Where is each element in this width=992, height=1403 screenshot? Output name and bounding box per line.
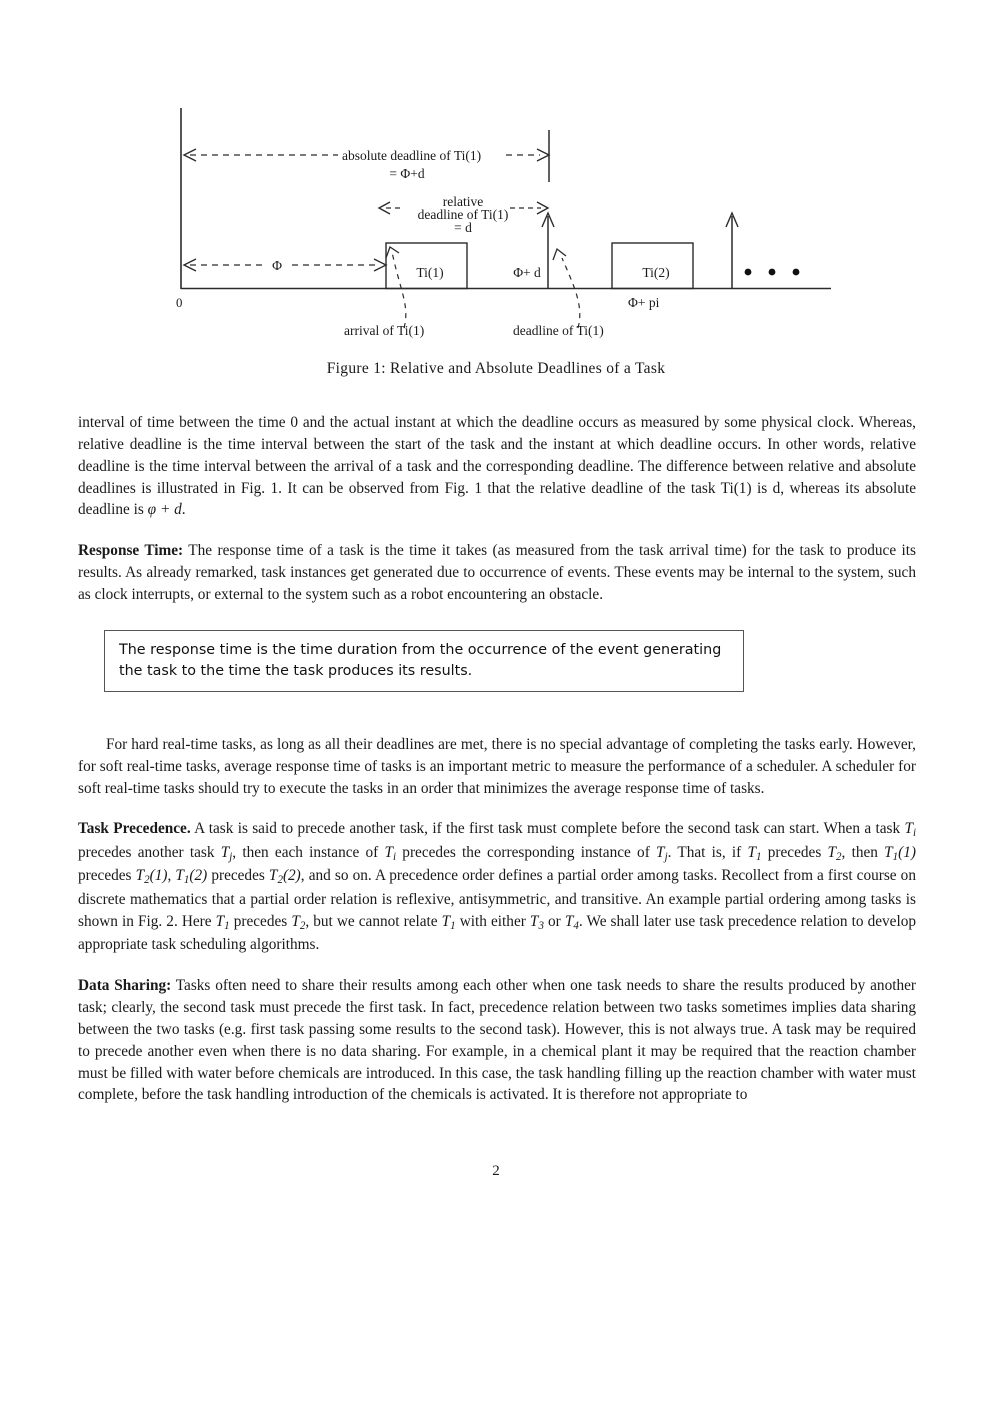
tp-seg-4: precedes the corresponding instance of (396, 843, 657, 861)
response-time-callout-box (104, 630, 744, 692)
paragraph-response-time (78, 540, 916, 606)
math-T-j-1: $T_j$ (220, 843, 233, 863)
math-T-4: $T_4$ (564, 912, 579, 932)
math-T2-inst-1: $T_2(1)$ (135, 867, 168, 887)
math-T-2-a: $T_2$ (827, 843, 842, 863)
figure-caption: Figure 1: Relative and Absolute Deadlines of a Task (326, 360, 666, 377)
arrival-callout-label: arrival of Ti(1) (344, 323, 425, 338)
math-T-3: $T_3$ (529, 912, 544, 932)
tp-seg-14: with either (455, 912, 530, 930)
math-T-j-2: $T_j$ (656, 843, 668, 863)
tp-seg-5: . That is, if (667, 843, 748, 861)
math-T-i-2: $T_i$ (384, 843, 397, 863)
deadline-callout-curve (562, 258, 580, 328)
deadline-callout-arrowhead (553, 249, 566, 260)
paragraph-task-precedence (78, 818, 916, 956)
paragraph-hard-realtime: For hard real-time tasks, as long as all their deadlines are met, there is no special advantage of completing the tasks early. However, for soft real-time tasks, average response time of tasks is an important metric to measure the performance of a scheduler. A scheduler for soft real-time tasks should try to execute the tasks in an order that minimizes the average response time of tasks. (78, 735, 916, 797)
tp-seg-2: precedes another task (78, 843, 221, 861)
paragraph-1-math: φ + d (147, 501, 182, 519)
task-box-ti1-label: Ti(1) (416, 265, 444, 280)
response-time-heading: Response Time: (78, 542, 184, 560)
math-T2-inst-2: $T_2(2)$ (268, 867, 301, 887)
task-box-ti2-label: Ti(2) (642, 265, 670, 280)
tp-seg-1: A task is said to precede another task, if the first task must complete before the second task can start. When a task (190, 820, 905, 838)
math-T-2-b: $T_2$ (291, 912, 306, 932)
math-T1-inst-2: $T_1(2)$ (175, 867, 208, 887)
tp-seg-8: precedes (78, 867, 136, 885)
tp-seg-9: , (167, 867, 176, 885)
data-sharing-heading: Data Sharing: (78, 977, 172, 995)
response-time-callout-text: The response time is the time duration from the occurrence of the event generating the task to the time the task produces its results. (119, 642, 722, 679)
ellipsis-dot-1 (745, 269, 752, 276)
tp-seg-12: precedes (229, 912, 292, 930)
body-text-column (78, 412, 916, 1119)
absolute-deadline-right-arrowhead (537, 149, 549, 161)
ellipsis-dot-3 (793, 269, 800, 276)
figure-1-timeline-diagram (0, 100, 992, 350)
absolute-deadline-label-line2: = Φ+d (389, 166, 425, 181)
origin-label: 0 (176, 296, 183, 310)
paragraph-data-sharing (78, 975, 916, 1106)
tp-seg-16: . We shall later use task precedence relation to develop appropriate task scheduling algorithms. (78, 912, 916, 954)
tp-seg-3: , then each instance of (232, 843, 385, 861)
phi-plus-d-label: Φ+ d (513, 265, 541, 280)
page-number: 2 (492, 1163, 500, 1179)
tp-seg-10: precedes (207, 867, 269, 885)
response-time-body: The response time of a task is the time it takes (as measured from the task arrival time) for the task to produce its results. As already remarked, task instances get generated due to occurrence of events. These events may be internal to the system, such as clock interrupts, or external to the system such as a robot encountering an obstacle. (78, 542, 917, 604)
phi-right-arrowhead (374, 259, 386, 271)
relative-deadline-label-line1: relative (442, 194, 484, 209)
timeline-svg (0, 100, 992, 350)
deadline-callout-label: deadline of Ti(1) (513, 323, 604, 338)
phi-label: Φ (272, 258, 282, 273)
math-T-1-b: $T_1$ (215, 912, 230, 932)
paragraph-interval-of-time (78, 412, 916, 521)
tp-seg-13: , but we cannot relate (305, 912, 442, 930)
tp-seg-7: , then (841, 843, 885, 861)
relative-deadline-label-line3: = d (454, 220, 472, 235)
ellipsis-dot-2 (769, 269, 776, 276)
phi-plus-pi-label: Φ+ pi (628, 295, 660, 310)
math-T-1-c: $T_1$ (441, 912, 456, 932)
math-T-1-a: $T_1$ (747, 843, 762, 863)
absolute-deadline-label-line1: absolute deadline of Ti(1) (342, 148, 482, 163)
math-T1-inst-1: $T_1(1)$ (884, 843, 917, 863)
tp-seg-11: , and so on. A precedence order defines a partial order among tasks. Recollect from a first course on discrete mathematics that a partial order relation is reflexive, antisymmetric, and transitive. An example partial ordering among tasks is shown in Fig. 2. Here (78, 867, 916, 930)
paragraph-1-text: interval of time between the time 0 and the actual instant at which the deadline occurs as measured by some physical clock. Whereas, relative deadline is the time interval between the start of the task and the instant at which deadline occurs. In other words, relative deadline is the time interval between the arrival of a task and the corresponding deadline. The difference between relative and absolute deadlines is illustrated in Fig. 1. It can be observed from Fig. 1 that the relative deadline of the task Ti(1) is d, whereas its absolute deadline is (78, 414, 916, 519)
arrival-callout-curve (392, 252, 406, 328)
paragraph-1-end: . (181, 501, 186, 519)
relative-deadline-label-line2: deadline of Ti(1) (417, 207, 509, 222)
math-T-i-1: $T_i$ (904, 820, 917, 840)
task-precedence-heading: Task Precedence. (78, 820, 191, 838)
data-sharing-body: Tasks often need to share their results among each other when one task needs to share the results produced by another task; clearly, the second task must precede the first task. In fact, precedence relation between two tasks sometimes implies data sharing between the two tasks (e.g. first task passing some results to the second task). However, this is not always true. A task may be required to precede another even when there is no data sharing. For example, in a chemical plant it may be required that the reaction chamber must be filled with water before chemicals are introduced. In this case, the task handling filling up the reaction chamber with water must complete, before the task handling introduction of the chemicals is activated. It is therefore not appropriate to (78, 977, 916, 1104)
tp-seg-6: precedes (761, 843, 828, 861)
tp-seg-15: or (543, 912, 565, 930)
